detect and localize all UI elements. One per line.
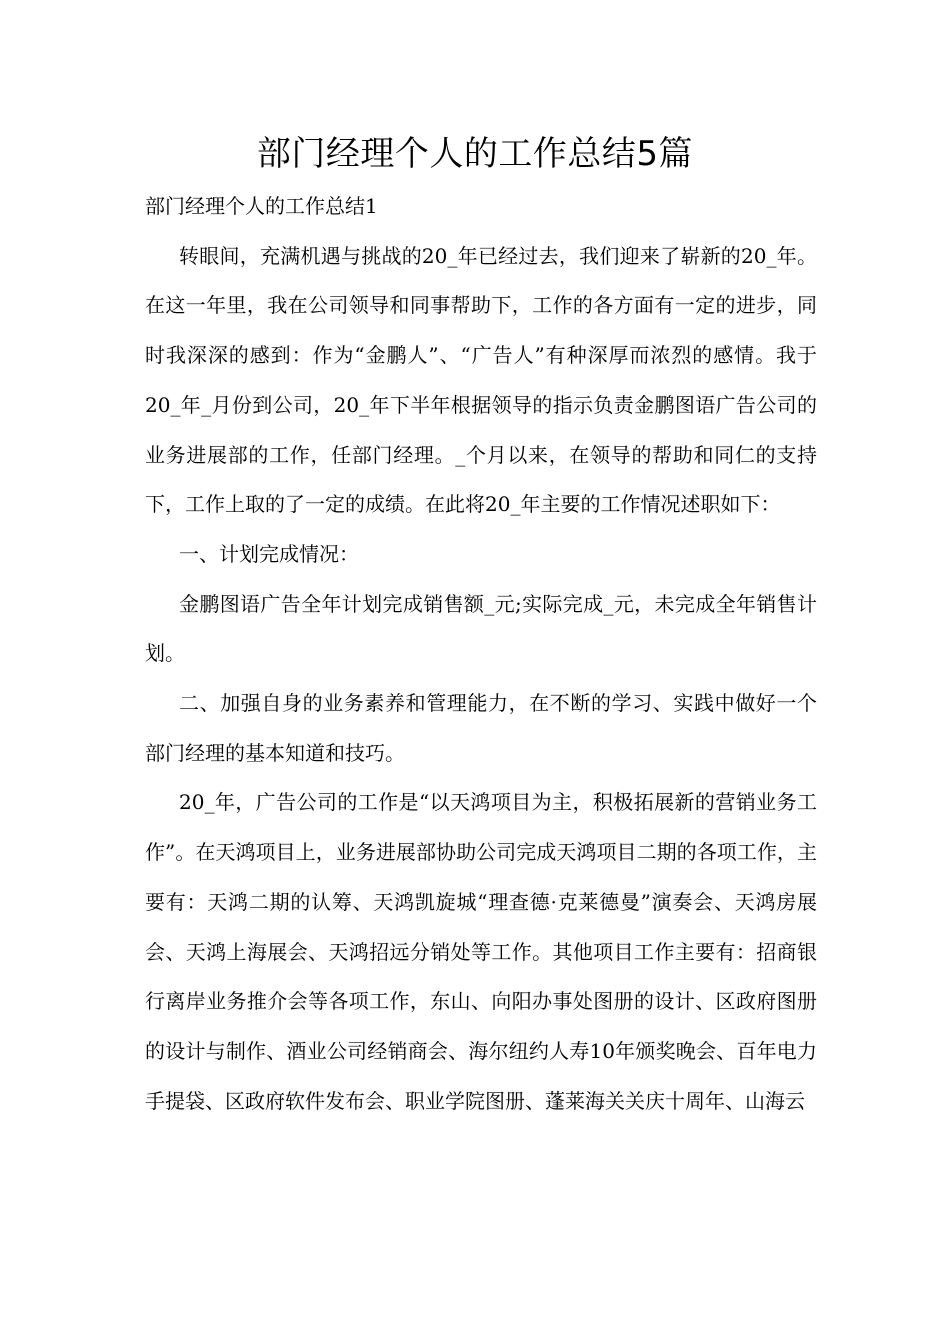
paragraph-skills: 二、加强自身的业务素养和管理能力，在不断的学习、实践中做好一个部门经理的基本知道和技巧。	[145, 691, 817, 765]
paragraph-projects: 20_年，广告公司的工作是“以天鸿项目为主，积极拓展新的营销业务工作”。在天鸿项目上，业务进展部协助公司完成天鸿项目二期的各项工作，主要有：天鸿二期的认筹、天鸿凯旋城“理查德·克莱德曼”演奏会、天鸿房展会、天鸿上海展会、天鸿招远分销处等工作。其他项目工作主要有：招商银行离岸业务推介会等各项工作，东山、向阳办事处图册的设计、区政府图册的设计与制作、酒业公司经销商会、海尔纽约人寿10年颁奖晚会、百年电力手提袋、区政府软件发布会、职业学院图册、蓬莱海关关庆十周年、山海云	[145, 790, 817, 1113]
document-title: 部门经理个人的工作总结5篇	[256, 134, 694, 174]
document-body	[145, 182, 817, 1126]
paragraph-plan-detail: 金鹏图语广告全年计划完成销售额_元;实际完成_元，未完成全年销售计划。	[145, 591, 817, 666]
paragraph-intro: 转眼间，充满机遇与挑战的20_年已经过去，我们迎来了崭新的20_年。在这一年里，我在公司领导和同事帮助下，工作的各方面有一定的进步，同时我深深的感到：作为“金鹏人”、“广告人”有种深厚而浓烈的感情。我于20_年_月份到公司，20_年下半年根据领导的指示负责金鹏图语广告公司的业务进展部的工作，任部门经理。_个月以来，在领导的帮助和同仁的支持下，工作上取的了一定的成绩。在此将20_年主要的工作情况述职如下：	[145, 243, 817, 517]
paragraph-plan-heading: 一、计划完成情况：	[179, 541, 359, 566]
section-heading: 部门经理个人的工作总结1	[145, 194, 378, 218]
